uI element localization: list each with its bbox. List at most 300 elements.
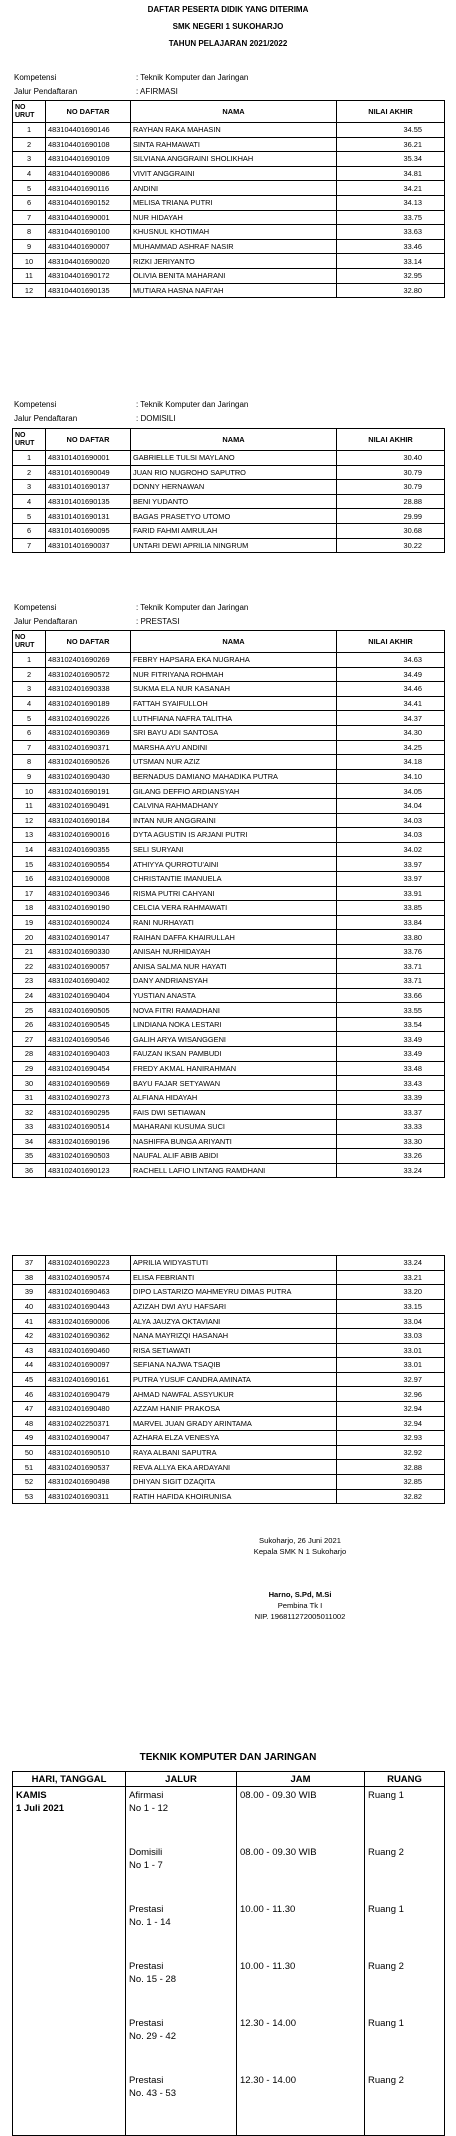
cell-nama: FREDY AKMAL HANIRAHMAN bbox=[131, 1061, 337, 1076]
schedule-date: 1 Juli 2021 bbox=[16, 1803, 65, 1814]
cell-no-daftar: 483104401690108 bbox=[46, 137, 131, 152]
section-prestasi-meta bbox=[14, 601, 248, 629]
header-no-urut bbox=[13, 631, 46, 653]
table-row bbox=[13, 1149, 445, 1164]
table-row bbox=[13, 465, 445, 480]
schedule-jalur-cell bbox=[126, 2015, 237, 2072]
table-row bbox=[13, 1416, 445, 1431]
table-row bbox=[13, 857, 445, 872]
table-row bbox=[13, 1090, 445, 1105]
jalur-value: : AFIRMASI bbox=[136, 87, 178, 96]
cell-nilai-akhir: 32.96 bbox=[337, 1387, 445, 1402]
table-row bbox=[13, 1032, 445, 1047]
cell-no-urut: 11 bbox=[13, 268, 46, 283]
cell-no-urut: 18 bbox=[13, 901, 46, 916]
kompetensi-label: Kompetensi bbox=[14, 603, 57, 612]
cell-nilai-akhir: 33.49 bbox=[337, 1047, 445, 1062]
cell-no-daftar: 483102401690403 bbox=[46, 1047, 131, 1062]
cell-no-urut: 1 bbox=[13, 653, 46, 668]
header-nilai-akhir: NILAI AKHIR bbox=[337, 631, 445, 653]
cell-no-daftar: 483102401690190 bbox=[46, 901, 131, 916]
header-no-urut bbox=[13, 429, 46, 451]
cell-no-daftar: 483102401690008 bbox=[46, 871, 131, 886]
header-nama: NAMA bbox=[131, 101, 337, 123]
table-row bbox=[13, 1017, 445, 1032]
cell-nilai-akhir: 33.55 bbox=[337, 1003, 445, 1018]
schedule-ruang: Ruang 2 bbox=[365, 1844, 445, 1901]
cell-no-urut: 31 bbox=[13, 1090, 46, 1105]
cell-nilai-akhir: 33.85 bbox=[337, 901, 445, 916]
jalur-label: Jalur Pendaftaran bbox=[14, 87, 78, 96]
table-row bbox=[13, 1105, 445, 1120]
cell-nilai-akhir: 34.04 bbox=[337, 798, 445, 813]
table-row bbox=[13, 268, 445, 283]
cell-no-daftar: 483102401690505 bbox=[46, 1003, 131, 1018]
cell-nama: ATHIYYA QURROTU'AINI bbox=[131, 857, 337, 872]
cell-nilai-akhir: 32.94 bbox=[337, 1401, 445, 1416]
cell-no-daftar: 483102401690123 bbox=[46, 1163, 131, 1178]
schedule-title: TEKNIK KOMPUTER DAN JARINGAN bbox=[139, 1752, 317, 1763]
cell-nama: SILVIANA ANGGRAINI SHOLIKHAH bbox=[131, 152, 337, 167]
cell-nama: DANY ANDRIANSYAH bbox=[131, 974, 337, 989]
schedule-ruang: Ruang 2 bbox=[365, 2072, 445, 2136]
cell-no-urut: 5 bbox=[13, 181, 46, 196]
header-no-daftar: NO DAFTAR bbox=[46, 101, 131, 123]
cell-no-daftar: 483104401690020 bbox=[46, 254, 131, 269]
cell-nama: BERNADUS DAMIANO MAHADIKA PUTRA bbox=[131, 769, 337, 784]
cell-no-urut: 7 bbox=[13, 538, 46, 553]
cell-no-urut: 1 bbox=[13, 451, 46, 466]
cell-no-daftar: 483102401690016 bbox=[46, 828, 131, 843]
schedule-row bbox=[13, 1844, 445, 1901]
schedule-range: No 1 - 7 bbox=[129, 1859, 163, 1871]
cell-nilai-akhir: 34.18 bbox=[337, 755, 445, 770]
cell-nama: SRI BAYU ADI SANTOSA bbox=[131, 725, 337, 740]
header-urut: URUT bbox=[15, 440, 35, 447]
cell-nama: RATIH HAFIDA KHOIRUNISA bbox=[131, 1489, 337, 1504]
cell-nama: MUTIARA HASNA NAFI'AH bbox=[131, 283, 337, 298]
cell-no-daftar: 483102401690006 bbox=[46, 1314, 131, 1329]
cell-nilai-akhir: 33.15 bbox=[337, 1299, 445, 1314]
schedule-day-cell bbox=[13, 2072, 126, 2136]
table-row bbox=[13, 711, 445, 726]
cell-no-urut: 3 bbox=[13, 152, 46, 167]
cell-nama: GABRIELLE TULSI MAYLANO bbox=[131, 451, 337, 466]
table-row bbox=[13, 1047, 445, 1062]
schedule-row bbox=[13, 2015, 445, 2072]
cell-nama: UTSMAN NUR AZIZ bbox=[131, 755, 337, 770]
cell-no-daftar: 483104401690116 bbox=[46, 181, 131, 196]
schedule-header-day: HARI, TANGGAL bbox=[13, 1772, 126, 1787]
cell-no-urut: 37 bbox=[13, 1256, 46, 1271]
cell-nilai-akhir: 33.43 bbox=[337, 1076, 445, 1091]
cell-nilai-akhir: 33.01 bbox=[337, 1358, 445, 1373]
table-row bbox=[13, 523, 445, 538]
cell-no-urut: 47 bbox=[13, 1401, 46, 1416]
cell-no-urut: 52 bbox=[13, 1474, 46, 1489]
cell-no-urut: 50 bbox=[13, 1445, 46, 1460]
cell-nama: REVA ALLYA EKA ARDAYANI bbox=[131, 1460, 337, 1475]
cell-no-urut: 32 bbox=[13, 1105, 46, 1120]
header-urut: URUT bbox=[15, 112, 35, 119]
cell-no-daftar: 483101401690049 bbox=[46, 465, 131, 480]
cell-no-daftar: 483102401690546 bbox=[46, 1032, 131, 1047]
cell-nilai-akhir: 30.68 bbox=[337, 523, 445, 538]
cell-nama: JUAN RIO NUGROHO SAPUTRO bbox=[131, 465, 337, 480]
cell-nilai-akhir: 32.82 bbox=[337, 1489, 445, 1504]
cell-no-urut: 42 bbox=[13, 1328, 46, 1343]
table-row bbox=[13, 195, 445, 210]
cell-nama: FARID FAHMI AMRULAH bbox=[131, 523, 337, 538]
schedule-day-cell bbox=[13, 2015, 126, 2072]
cell-no-daftar: 483102401690503 bbox=[46, 1149, 131, 1164]
kompetensi-label: Kompetensi bbox=[14, 73, 57, 82]
cell-no-urut: 30 bbox=[13, 1076, 46, 1091]
schedule-jalur-cell bbox=[126, 1901, 237, 1958]
cell-no-daftar: 483102401690526 bbox=[46, 755, 131, 770]
table-row bbox=[13, 166, 445, 181]
cell-nama: LINDIANA NOKA LESTARI bbox=[131, 1017, 337, 1032]
table-row bbox=[13, 930, 445, 945]
cell-nama: SELI SURYANI bbox=[131, 842, 337, 857]
header-urut: URUT bbox=[15, 642, 35, 649]
cell-no-daftar: 483104401690152 bbox=[46, 195, 131, 210]
table-row bbox=[13, 1314, 445, 1329]
cell-no-daftar: 483104401690001 bbox=[46, 210, 131, 225]
cell-nilai-akhir: 33.84 bbox=[337, 915, 445, 930]
cell-nama: AZIZAH DWI AYU HAFSARI bbox=[131, 1299, 337, 1314]
cell-nilai-akhir: 33.33 bbox=[337, 1120, 445, 1135]
cell-nama: SINTA RAHMAWATI bbox=[131, 137, 337, 152]
cell-no-urut: 14 bbox=[13, 842, 46, 857]
cell-no-daftar: 483102401690346 bbox=[46, 886, 131, 901]
cell-no-urut: 2 bbox=[13, 465, 46, 480]
cell-nilai-akhir: 33.37 bbox=[337, 1105, 445, 1120]
cell-no-daftar: 483102401690191 bbox=[46, 784, 131, 799]
table-row bbox=[13, 740, 445, 755]
cell-no-urut: 51 bbox=[13, 1460, 46, 1475]
table-row bbox=[13, 239, 445, 254]
schedule-jalur-cell bbox=[126, 1958, 237, 2015]
cell-nilai-akhir: 34.81 bbox=[337, 166, 445, 181]
cell-no-urut: 6 bbox=[13, 523, 46, 538]
cell-no-daftar: 483102401690295 bbox=[46, 1105, 131, 1120]
cell-no-urut: 17 bbox=[13, 886, 46, 901]
cell-no-urut: 22 bbox=[13, 959, 46, 974]
schedule-ruang: Ruang 1 bbox=[365, 1787, 445, 1844]
signature-block bbox=[210, 1535, 390, 1622]
cell-no-urut: 27 bbox=[13, 1032, 46, 1047]
table-row bbox=[13, 1489, 445, 1504]
cell-no-urut: 7 bbox=[13, 740, 46, 755]
cell-nama: DIPO LASTARIZO MAHMEYRU DIMAS PUTRA bbox=[131, 1285, 337, 1300]
table-row bbox=[13, 813, 445, 828]
cell-nama: BAGAS PRASETYO UTOMO bbox=[131, 509, 337, 524]
section-domisili-meta bbox=[14, 398, 248, 426]
table-row bbox=[13, 1120, 445, 1135]
table-row bbox=[13, 1285, 445, 1300]
cell-nilai-akhir: 32.94 bbox=[337, 1416, 445, 1431]
schedule-jalur: Prestasi bbox=[129, 2017, 164, 2029]
schedule-range: No. 1 - 14 bbox=[129, 1916, 171, 1928]
cell-nilai-akhir: 33.21 bbox=[337, 1270, 445, 1285]
header-nama: NAMA bbox=[131, 631, 337, 653]
cell-no-daftar: 483104401690146 bbox=[46, 123, 131, 138]
cell-nilai-akhir: 32.85 bbox=[337, 1474, 445, 1489]
header-no-daftar: NO DAFTAR bbox=[46, 429, 131, 451]
cell-no-daftar: 483102401690024 bbox=[46, 915, 131, 930]
table-row bbox=[13, 152, 445, 167]
cell-nama: VIVIT ANGGRAINI bbox=[131, 166, 337, 181]
cell-no-urut: 33 bbox=[13, 1120, 46, 1135]
cell-nama: NUR FITRIYANA ROHMAH bbox=[131, 667, 337, 682]
cell-nilai-akhir: 30.79 bbox=[337, 465, 445, 480]
table-row bbox=[13, 725, 445, 740]
table-row bbox=[13, 1328, 445, 1343]
cell-nilai-akhir: 30.22 bbox=[337, 538, 445, 553]
table-header-row bbox=[13, 101, 445, 123]
cell-no-daftar: 483101401690001 bbox=[46, 451, 131, 466]
jalur-label: Jalur Pendaftaran bbox=[14, 414, 78, 423]
cell-no-daftar: 483102401690147 bbox=[46, 930, 131, 945]
table-row bbox=[13, 1134, 445, 1149]
cell-nilai-akhir: 34.13 bbox=[337, 195, 445, 210]
cell-nilai-akhir: 33.03 bbox=[337, 1328, 445, 1343]
table-row bbox=[13, 769, 445, 784]
table-row bbox=[13, 696, 445, 711]
kompetensi-value: : Teknik Komputer dan Jaringan bbox=[136, 400, 249, 409]
cell-no-daftar: 483101401690135 bbox=[46, 494, 131, 509]
cell-no-urut: 23 bbox=[13, 974, 46, 989]
cell-nama: KHUSNUL KHOTIMAH bbox=[131, 225, 337, 240]
cell-no-daftar: 483104401690100 bbox=[46, 225, 131, 240]
schedule-jalur-cell bbox=[126, 1844, 237, 1901]
cell-nama: RAIHAN DAFFA KHAIRULLAH bbox=[131, 930, 337, 945]
cell-no-urut: 16 bbox=[13, 871, 46, 886]
cell-nama: APRILIA WIDYASTUTI bbox=[131, 1256, 337, 1271]
cell-no-daftar: 483104401690007 bbox=[46, 239, 131, 254]
cell-nilai-akhir: 34.55 bbox=[337, 123, 445, 138]
cell-nilai-akhir: 33.01 bbox=[337, 1343, 445, 1358]
schedule-jam: 08.00 - 09.30 WIB bbox=[237, 1844, 365, 1901]
cell-nama: RISMA PUTRI CAHYANI bbox=[131, 886, 337, 901]
table-row bbox=[13, 1474, 445, 1489]
cell-nama: OLIVIA BENITA MAHARANI bbox=[131, 268, 337, 283]
schedule-day-cell bbox=[13, 1787, 126, 1844]
cell-no-daftar: 483102401690514 bbox=[46, 1120, 131, 1135]
cell-no-urut: 2 bbox=[13, 137, 46, 152]
cell-no-daftar: 483104401690086 bbox=[46, 166, 131, 181]
cell-no-daftar: 483102401690355 bbox=[46, 842, 131, 857]
schedule-day: KAMIS bbox=[16, 1790, 47, 1801]
schedule-jalur: Prestasi bbox=[129, 1960, 164, 1972]
cell-no-daftar: 483102401690184 bbox=[46, 813, 131, 828]
cell-no-daftar: 483102401690460 bbox=[46, 1343, 131, 1358]
table-row bbox=[13, 842, 445, 857]
table-row bbox=[13, 1003, 445, 1018]
cell-nama: FAIS DWI SETIAWAN bbox=[131, 1105, 337, 1120]
table-row bbox=[13, 254, 445, 269]
cell-nama: NAUFAL ALIF ABIB ABIDI bbox=[131, 1149, 337, 1164]
cell-nama: RACHELL LAFIO LINTANG RAMDHANI bbox=[131, 1163, 337, 1178]
cell-nilai-akhir: 33.71 bbox=[337, 974, 445, 989]
cell-no-urut: 8 bbox=[13, 225, 46, 240]
cell-nama: ELISA FEBRIANTI bbox=[131, 1270, 337, 1285]
table-row bbox=[13, 755, 445, 770]
cell-no-daftar: 483102401690537 bbox=[46, 1460, 131, 1475]
cell-no-daftar: 483102401690311 bbox=[46, 1489, 131, 1504]
cell-no-urut: 5 bbox=[13, 509, 46, 524]
cell-nilai-akhir: 33.54 bbox=[337, 1017, 445, 1032]
cell-nilai-akhir: 32.92 bbox=[337, 1445, 445, 1460]
table-row bbox=[13, 653, 445, 668]
cell-no-urut: 40 bbox=[13, 1299, 46, 1314]
cell-no-daftar: 483102401690402 bbox=[46, 974, 131, 989]
cell-no-urut: 28 bbox=[13, 1047, 46, 1062]
cell-no-urut: 19 bbox=[13, 915, 46, 930]
section-afirmasi-meta bbox=[14, 71, 248, 99]
cell-no-urut: 34 bbox=[13, 1134, 46, 1149]
cell-nama: MELISA TRIANA PUTRI bbox=[131, 195, 337, 210]
academic-year: TAHUN PELAJARAN 2021/2022 bbox=[168, 39, 288, 48]
cell-nama: BAYU FAJAR SETYAWAN bbox=[131, 1076, 337, 1091]
cell-no-urut: 4 bbox=[13, 494, 46, 509]
table-domisili bbox=[12, 428, 445, 553]
cell-no-urut: 36 bbox=[13, 1163, 46, 1178]
jalur-value: : PRESTASI bbox=[136, 617, 180, 626]
cell-no-daftar: 483104401690109 bbox=[46, 152, 131, 167]
cell-nilai-akhir: 33.97 bbox=[337, 857, 445, 872]
table-row bbox=[13, 1256, 445, 1271]
cell-no-urut: 9 bbox=[13, 769, 46, 784]
cell-no-urut: 9 bbox=[13, 239, 46, 254]
schedule-jam: 10.00 - 11.30 bbox=[237, 1901, 365, 1958]
cell-no-urut: 49 bbox=[13, 1431, 46, 1446]
cell-nilai-akhir: 30.40 bbox=[337, 451, 445, 466]
cell-nilai-akhir: 33.49 bbox=[337, 1032, 445, 1047]
cell-no-urut: 35 bbox=[13, 1149, 46, 1164]
schedule-jalur: Afirmasi bbox=[129, 1790, 164, 1801]
schedule-jam: 12.30 - 14.00 bbox=[237, 2072, 365, 2136]
cell-no-daftar: 483102401690330 bbox=[46, 944, 131, 959]
table-header-row bbox=[13, 429, 445, 451]
cell-no-urut: 12 bbox=[13, 813, 46, 828]
cell-no-urut: 4 bbox=[13, 166, 46, 181]
cell-nilai-akhir: 33.46 bbox=[337, 239, 445, 254]
table-row bbox=[13, 538, 445, 553]
cell-nilai-akhir: 32.93 bbox=[337, 1431, 445, 1446]
cell-no-urut: 24 bbox=[13, 988, 46, 1003]
table-row bbox=[13, 494, 445, 509]
cell-nilai-akhir: 34.63 bbox=[337, 653, 445, 668]
cell-no-urut: 45 bbox=[13, 1372, 46, 1387]
table-row bbox=[13, 1358, 445, 1373]
cell-no-daftar: 483102401690569 bbox=[46, 1076, 131, 1091]
cell-nama: AHMAD NAWFAL ASSYUKUR bbox=[131, 1387, 337, 1402]
table-row bbox=[13, 871, 445, 886]
header-no-urut bbox=[13, 101, 46, 123]
schedule-ruang: Ruang 1 bbox=[365, 1901, 445, 1958]
cell-nama: NANA MAYRIZQI HASANAH bbox=[131, 1328, 337, 1343]
schedule-range: No. 15 - 28 bbox=[129, 1973, 176, 1985]
cell-nilai-akhir: 32.95 bbox=[337, 268, 445, 283]
table-row bbox=[13, 123, 445, 138]
cell-nama: MAHARANI KUSUMA SUCI bbox=[131, 1120, 337, 1135]
cell-nama: MARSHA AYU ANDINI bbox=[131, 740, 337, 755]
cell-nilai-akhir: 33.24 bbox=[337, 1256, 445, 1271]
signature-rank: Pembina Tk I bbox=[277, 1601, 323, 1610]
cell-nama: ALYA JAUZYA OKTAVIANI bbox=[131, 1314, 337, 1329]
cell-nama: DHIYAN SIGIT DZAQITA bbox=[131, 1474, 337, 1489]
schedule-ruang: Ruang 2 bbox=[365, 1958, 445, 2015]
table-row bbox=[13, 137, 445, 152]
cell-nilai-akhir: 33.39 bbox=[337, 1090, 445, 1105]
cell-nilai-akhir: 34.02 bbox=[337, 842, 445, 857]
cell-no-daftar: 483101401690137 bbox=[46, 480, 131, 495]
cell-no-urut: 39 bbox=[13, 1285, 46, 1300]
cell-no-daftar: 483102401690510 bbox=[46, 1445, 131, 1460]
cell-no-daftar: 483102401690369 bbox=[46, 725, 131, 740]
cell-no-urut: 20 bbox=[13, 930, 46, 945]
table-afirmasi bbox=[12, 100, 445, 298]
cell-no-daftar: 483104401690172 bbox=[46, 268, 131, 283]
cell-nilai-akhir: 30.79 bbox=[337, 480, 445, 495]
cell-no-urut: 2 bbox=[13, 667, 46, 682]
schedule-row bbox=[13, 1901, 445, 1958]
table-row bbox=[13, 283, 445, 298]
cell-no-urut: 6 bbox=[13, 195, 46, 210]
cell-nama: AZHARA ELZA VENESYA bbox=[131, 1431, 337, 1446]
cell-no-daftar: 483102401690574 bbox=[46, 1270, 131, 1285]
cell-no-daftar: 483101401690095 bbox=[46, 523, 131, 538]
cell-no-urut: 5 bbox=[13, 711, 46, 726]
cell-nilai-akhir: 34.03 bbox=[337, 828, 445, 843]
cell-no-daftar: 483102401690479 bbox=[46, 1387, 131, 1402]
cell-nilai-akhir: 33.63 bbox=[337, 225, 445, 240]
cell-no-daftar: 483102401690057 bbox=[46, 959, 131, 974]
cell-no-urut: 10 bbox=[13, 784, 46, 799]
table-row bbox=[13, 682, 445, 697]
cell-no-urut: 41 bbox=[13, 1314, 46, 1329]
cell-nama: ALFIANA HIDAYAH bbox=[131, 1090, 337, 1105]
table-row bbox=[13, 1061, 445, 1076]
schedule-jalur: Prestasi bbox=[129, 2074, 164, 2086]
cell-no-daftar: 483101401690131 bbox=[46, 509, 131, 524]
table-header-row bbox=[13, 631, 445, 653]
table-row bbox=[13, 1387, 445, 1402]
cell-no-urut: 12 bbox=[13, 283, 46, 298]
cell-nama: RISA SETIAWATI bbox=[131, 1343, 337, 1358]
jalur-label: Jalur Pendaftaran bbox=[14, 617, 78, 626]
header-nilai-akhir: NILAI AKHIR bbox=[337, 101, 445, 123]
schedule-jalur-cell bbox=[126, 2072, 237, 2136]
table-row bbox=[13, 974, 445, 989]
table-row bbox=[13, 1299, 445, 1314]
cell-nama: PUTRA YUSUF CANDRA AMINATA bbox=[131, 1372, 337, 1387]
cell-nilai-akhir: 35.34 bbox=[337, 152, 445, 167]
cell-nilai-akhir: 33.75 bbox=[337, 210, 445, 225]
cell-no-urut: 38 bbox=[13, 1270, 46, 1285]
cell-no-urut: 15 bbox=[13, 857, 46, 872]
schedule-header-jam: JAM bbox=[237, 1772, 365, 1787]
school-name: SMK NEGERI 1 SUKOHARJO bbox=[172, 22, 284, 31]
schedule-header-ruang: RUANG bbox=[365, 1772, 445, 1787]
cell-nama: LUTHFIANA NAFRA TALITHA bbox=[131, 711, 337, 726]
cell-nilai-akhir: 29.99 bbox=[337, 509, 445, 524]
cell-no-daftar: 483102401690269 bbox=[46, 653, 131, 668]
cell-nilai-akhir: 33.71 bbox=[337, 959, 445, 974]
cell-nilai-akhir: 33.30 bbox=[337, 1134, 445, 1149]
